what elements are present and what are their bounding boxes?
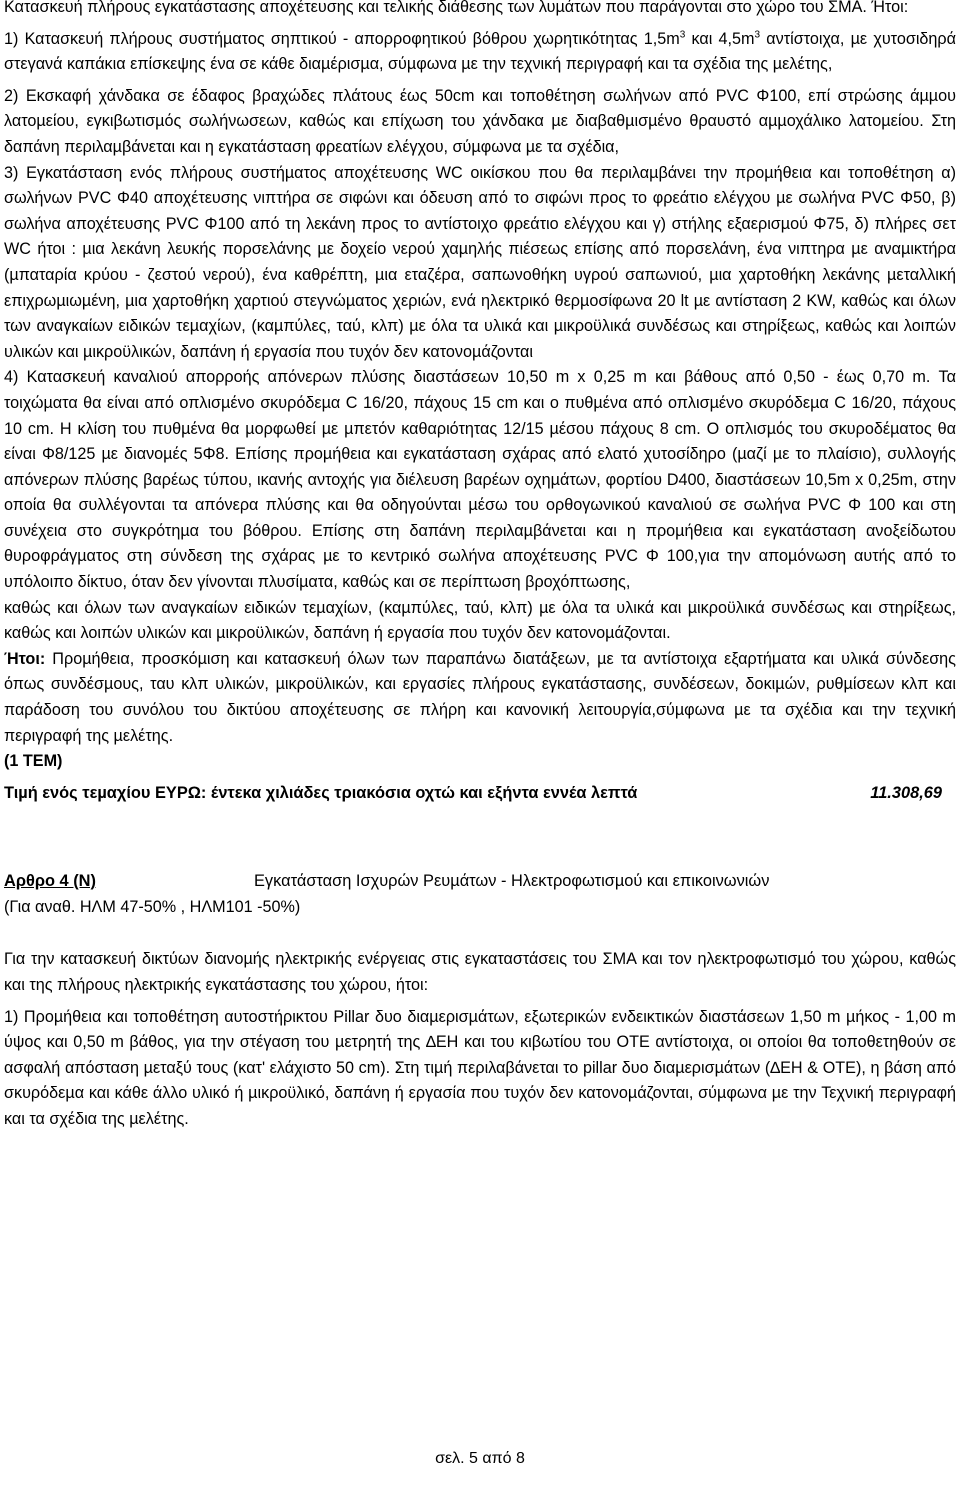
price-line [4, 781, 956, 807]
item-3-paragraph: 3) Εγκατάσταση ενός πλήρους συστήµατος αποχέτευσης WC οικίσκου που θα περιλαµβάνει την προµήθεια και τοποθέτηση α) σωλήνων PVC Φ40 αποχέτευσης νιπτήρα σε σιφώνι και όδευση από το σιφώνι προς το φρεάτιο ελέγχου µε σωλήνα PVC Φ50, β) σωλήνα αποχέτευσης PVC Φ100 από τη λεκάνη προς το αντίστοιχο φρεάτιο ελέγχου και γ) στήλης εξαερισµού Φ75, δ) πλήρες σετ WC ήτοι : µια λεκάνη λευκής πορσελάνης µε δοχείο νερού χαµηλής πιέσεως επίσης από πορσελάνη, ένα νιπτηρα µε αναµικτήρα (µπαταρία κρύου - ζεστού νερού), ένα καθρέπτη, µια εταζέρα, σαπωνοθήκη υγρού σαπωνιού, µια χαρτοθήκη λεκάνης µεταλλική επιχρωµιωµένη, µια χαρτοθήκη χαρτιού στεγνώµατος χεριών, ενά ηλεκτρικό θερµοσίφωνα 20 lt µε αντίσταση 2 KW, καθώς και όλων των αναγκαίων ειδικών τεµαχίων, (καµπύλες, ταύ, κλπ) µε όλα τα υλικά και µικροϋλικά συνδέσως και στηρίξεως, καθώς και λοιπών υλικών και µικροϋλικών, δαπάνη ή εργασία που τυχόν δεν κατονοµάζονται [4, 163, 956, 361]
item-1-text-a: 1) Κατασκευή πλήρους συστήµατος σηπτικού - απορροφητικού βόθρου χωρητικότητας 1,5m [4, 29, 680, 48]
unit-label: (1 ΤΕΜ) [4, 752, 63, 771]
article-paragraph-1: Για την κατασκευή δικτύων διανοµής ηλεκτρικής ενέργειας στις εγκαταστάσεις του ΣΜΑ και τον ηλεκτροφωτισµό του χώρου, καθώς και της πλήρους ηλεκτρικής εγκατάστασης του χώρου, ήτοι: [4, 950, 956, 994]
document-page [4, 0, 956, 1133]
item-1-text-c: αντίστοιχα, µε χυτοσιδηρά στεγανά καπάκια επίσκεψης ένα σε κάθε διαµέρισµα, σύµφωνα µε την τεχνική περιγραφή και τα σχέδια της µελέτης, [4, 29, 957, 74]
spacer [4, 920, 956, 947]
article-paragraph-2: 1) Προµήθεια και τοποθέτηση αυτοστήρικτου Pillar δυο διαµερισµάτων, εξωτερικών ενδεικτικών διαστάσεων 1,50 m µήκος - 1,00 m ύψος και 0,50 m βάθος, για την στέγαση του µετρητή της ∆ΕΗ και του κιβωτίου του ΟΤΕ αντίστοιχα, οι οποίοι θα τοποθετηθούν σε ασφαλή απόσταση µεταξύ τους (κατ' ελάχιστο 50 cm). Στη τιµή περιλαβάνεται το pillar δυο διαµερισµάτων (∆ΕΗ & ΟΤΕ), η βάση από σκυρόδεµα και κάθε άλλο υλικό ή µικροϋλικό, δαπάνη ή εργασία που τυχόν δεν κατονοµάζονται, σύµφωνα µε την Τεχνική περιγραφή και τα σχέδια της µελέτης. [4, 1007, 956, 1128]
item-2-paragraph: 2) Εκσκαφή χάνδακα σε έδαφος βραχώδες πλάτους έως 50cm και τοποθέτηση σωλήνων από PVC Φ100, επί στρώσης άµµου λατοµείου, εγκιβωτισµός σωλήνωσεων, καθώς και επίχωση του χάνδακα µε διαβαθµισµένο θραυστό αµµοχάλικο λατοµείου. Στη δαπάνη περιλαµβάνεται και η εγκατάσταση φρεατίων ελέγχου, σύµφωνα µε τα σχέδια, [4, 86, 956, 156]
item-4-tail-paragraph: καθώς και όλων των αναγκαίων ειδικών τεµαχίων, (καµπύλες, ταύ, κλπ) µε όλα τα υλικά και µικροϋλικά συνδέσως και στηρίξεως, καθώς και λοιπών υλικών και µικροϋλικών, δαπάνη ή εργασία που τυχόν δεν κατονοµάζονται. [4, 598, 956, 643]
superscript: 3 [754, 29, 761, 41]
intro-paragraph: Κατασκευή πλήρους εγκατάστασης αποχέτευσης και τελικής διάθεσης των λυµάτων που παράγονται στο χώρο του ΣΜΑ. Ήτοι: [4, 0, 909, 16]
price-value: 11.308,69 [870, 783, 942, 802]
itoi-label: Ήτοι: [4, 649, 46, 668]
article-title: Εγκατάσταση Ισχυρών Ρευµάτων - Ηλεκτροφωτισµού και επικοινωνιών [254, 871, 770, 890]
item-1-paragraph [4, 27, 956, 78]
article-reference: (Για αναθ. ΗΛΜ 47-50% , ΗΛΜ101 -50%) [4, 897, 301, 916]
price-text: Τιµή ενός τεµαχίου ΕΥΡΩ: έντεκα χιλιάδες τριακόσια οχτώ και εξήντα εννέα λεπτά [4, 783, 638, 802]
superscript: 3 [679, 29, 686, 41]
item-4-paragraph: 4) Κατασκευή καναλιού απορροής απόνερων πλύσης διαστάσεων 10,50 m x 0,25 m και βάθους από 0,50 - έως 0,70 m. Τα τοιχώµατα θα είναι από οπλισµένο σκυρόδεµα C 16/20, πάχους 15 cm και ο πυθµένα από οπλισµένο σκυρόδεµα C 16/20, πάχους 10 cm. Η κλίση του πυθµένα θα µορφωθεί µε µπετόν καθαριότητας 12/15 µέσου πάχους 8 cm. Ο οπλισµός του σκυροδέµατος θα είναι Φ8/125 µε διανοµές 5Φ8. Επίσης προµήθεια και εγκατάσταση σχάρας από ελατό χυτοσίδηρο (µαζί µε το πλαίσιο), συλλογής απόνερων πλύσης βαρέως τύπου, ικανής αντοχής για διέλευση βαρέων οχηµάτων, φορτίου D400, διαστάσεων 10,5m x 0,25m, στην οποία θα συλλέγονται τα απόνερα πλύσης και θα οδηγούνται µέσω του ορθογωνικού καναλιού σε σωλήνα PVC Φ 100 και στη συνέχεια στο συγκρότηµα του βόθρου. Επίσης στη δαπάνη περιλαµβάνεται και η προµήθεια και εγκατάσταση ανοξείδωτου θυροφράγµατος στη σύνδεση της σχάρας µε το κεντρικό σωλήνα αποχέτευσης PVC Φ 100,για την αποµόνωση αυτής από το υπόλοιπο δίκτυο, όταν δεν γίνονται πλυσίµατα, καθώς και σε περίπτωση βροχόπτωσης, [4, 368, 956, 592]
itoi-text: Προµήθεια, προσκόµιση και κατασκευή όλων των παραπάνω διατάξεων, µε τα αντίστοιχα εξαρτήµατα και υλικά σύνδεσης όπως συνδέσµους, ταυ κλπ υλικών, µικροϋλικών, και εργασίες πλήρους εγκατάστασης, συνδέσεων, δοκιµών, ρυθµίσεων κλπ και παράδοση του συνόλου του δικτύου αποχέτευσης σε πλήρη και κανονική λειτουργία,σύµφωνα µε τα σχέδια και την τεχνική περιγραφή της µελέτης. [4, 649, 956, 745]
itoi-paragraph [4, 647, 956, 749]
article-number: Αρθρο 4 (Ν) [4, 871, 96, 890]
article-heading [4, 869, 956, 895]
page-number-footer: σελ. 5 από 8 [435, 1450, 525, 1467]
item-1-text-b: και 4,5m [685, 29, 755, 48]
